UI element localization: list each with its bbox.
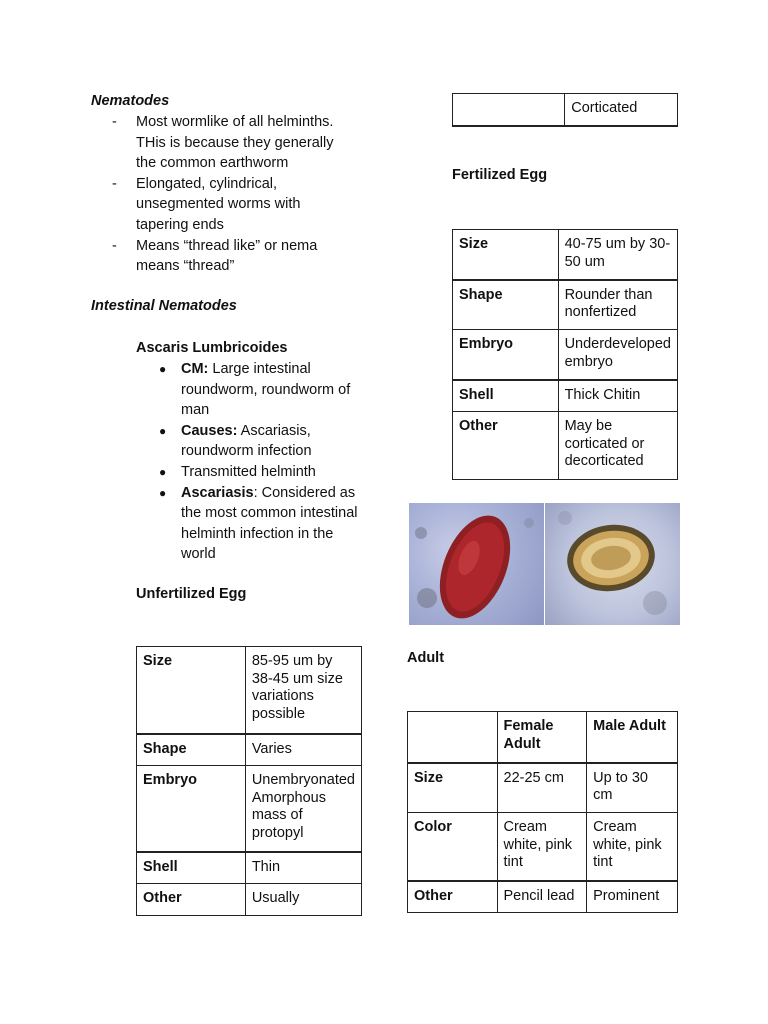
table-cell-value: Cream white, pink tint <box>497 813 587 881</box>
table-cell-value: Rounder than nonfertized <box>558 280 677 330</box>
unfertilized-egg-heading: Unfertilized Egg <box>136 586 247 602</box>
adult-table <box>407 711 678 913</box>
table-row <box>137 766 362 852</box>
unfertilized-egg-photo <box>409 503 544 625</box>
nematodes-list <box>112 112 356 277</box>
ascaris-list <box>159 359 366 565</box>
fertilized-egg-heading: Fertilized Egg <box>452 167 548 183</box>
table-cell-value: Up to 30 cm <box>587 763 678 813</box>
table-row <box>408 763 678 813</box>
table-cell-key: Size <box>453 230 559 280</box>
table-row <box>453 330 678 380</box>
table-cell-value: Usually <box>245 884 361 916</box>
list-item: - Means “thread like” or nema means “thread” <box>112 237 318 275</box>
table-cell-key: Size <box>408 763 498 813</box>
table-row <box>137 734 362 766</box>
table-cell-key: Other <box>453 412 559 480</box>
adult-heading: Adult <box>407 650 445 666</box>
table-cell-value: Thick Chitin <box>558 380 677 412</box>
table-header-cell: Male Adult <box>587 712 678 763</box>
list-item: ● CM: Large intestinal roundworm, roundworm of man <box>159 361 351 419</box>
list-item: ● Ascariasis: Considered as the most common intestinal helminth infection in the world <box>159 484 358 563</box>
table-cell-value: 85-95 um by 38-45 um size variations possible <box>245 647 361 734</box>
table-header-cell <box>408 712 498 763</box>
table-cell-key: Embryo <box>453 330 559 380</box>
table-cell-key: Color <box>408 813 498 881</box>
list-item: ● Transmitted helminth <box>159 463 316 480</box>
table-cell-value: 22-25 cm <box>497 763 587 813</box>
table-cell-key: Shape <box>137 734 246 766</box>
unfertilized-egg-table <box>136 646 362 916</box>
table-cell-key: Shell <box>453 380 559 412</box>
table-cell-key: Shell <box>137 852 246 884</box>
table-cell-value: Thin <box>245 852 361 884</box>
table-cell-key: Shape <box>453 280 559 330</box>
table-cell-key <box>453 94 565 126</box>
table-row <box>408 813 678 881</box>
table-cell-key: Other <box>137 884 246 916</box>
table-cell-key: Size <box>137 647 246 734</box>
table-row <box>453 380 678 412</box>
ascaris-heading: Ascaris Lumbricoides <box>136 340 288 356</box>
table-row <box>408 881 678 913</box>
intestinal-nematodes-heading: Intestinal Nematodes <box>91 298 237 314</box>
table-cell-value: Varies <box>245 734 361 766</box>
table-header-cell: Female Adult <box>497 712 587 763</box>
table-row <box>453 230 678 280</box>
corticated-table <box>452 93 678 127</box>
table-cell-value: Underdeveloped embryo <box>558 330 677 380</box>
table-row <box>137 884 362 916</box>
table-cell-value: 40-75 um by 30-50 um <box>558 230 677 280</box>
table-cell-value: Prominent <box>587 881 678 913</box>
list-item: ● Causes: Ascariasis, roundworm infection <box>159 422 312 460</box>
table-cell-value: Corticated <box>565 94 678 126</box>
table-row <box>137 852 362 884</box>
table-header-row <box>408 712 678 763</box>
list-item: - Elongated, cylindrical, unsegmented worms with tapering ends <box>112 175 301 233</box>
table-cell-value: Unembryonated Amorphous mass of protopyl <box>245 766 361 852</box>
table-cell-value: May be corticated or decorticated <box>558 412 677 480</box>
table-row <box>137 647 362 734</box>
table-cell-key: Other <box>408 881 498 913</box>
table-cell-value: Cream white, pink tint <box>587 813 678 881</box>
table-row <box>453 412 678 480</box>
nematodes-heading: Nematodes <box>91 93 170 109</box>
list-item: - Most wormlike of all helminths. THis is because they generally the common earthworm <box>112 114 334 172</box>
table-row <box>453 94 678 126</box>
table-cell-key: Embryo <box>137 766 246 852</box>
table-cell-value: Pencil lead <box>497 881 587 913</box>
ascaris-egg-photos <box>409 503 680 625</box>
fertilized-egg-photo <box>545 503 680 625</box>
fertilized-egg-table <box>452 229 678 480</box>
table-row <box>453 280 678 330</box>
